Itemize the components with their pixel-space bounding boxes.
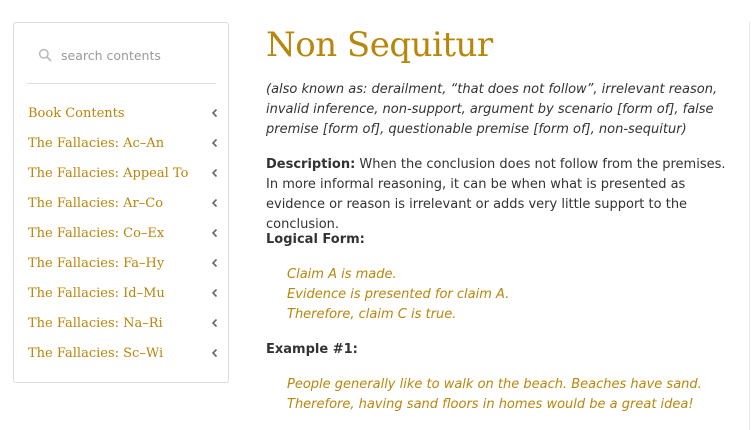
sidebar-item-book-contents[interactable] [14, 102, 230, 132]
sidebar-item-label: The Fallacies: Id–Mu [28, 285, 165, 301]
sidebar-item-fallacies-na-ri[interactable] [14, 312, 230, 342]
also-known-as: (also known as: derailment, “that does not follow”, irrelevant reason, invalid inference, non-support, argument by scenario [form of], false premise [form of], questionable premise [form of], non-sequitur) [266, 82, 718, 137]
sidebar-item-fallacies-appeal-to[interactable] [14, 162, 230, 192]
logical-form-line: Claim A is made. [287, 267, 397, 282]
sidebar-item-label: The Fallacies: Na–Ri [28, 315, 163, 331]
sidebar-item-label: The Fallacies: Co–Ex [28, 225, 165, 241]
sidebar-divider [27, 83, 216, 84]
logical-form-line: Therefore, claim C is true. [287, 307, 457, 322]
sidebar-item-fallacies-fa-hy[interactable] [14, 252, 230, 282]
sidebar-item-fallacies-co-ex[interactable] [14, 222, 230, 252]
description-text: When the conclusion does not follow from the premises. In more informal reasoning, it can be when what is presented as evidence or reason is irrelevant or adds very little support to the conclusion. [266, 157, 726, 232]
sidebar-item-label: Book Contents [28, 105, 125, 121]
sidebar-item-label: The Fallacies: Sc–Wi [28, 345, 164, 361]
sidebar-item-label: The Fallacies: Ar–Co [28, 195, 164, 211]
logical-form-heading: Logical Form: [266, 232, 365, 247]
chevron-left-icon[interactable] [210, 198, 220, 208]
chevron-left-icon[interactable] [210, 348, 220, 358]
description-label: Description: [266, 157, 356, 172]
chevron-left-icon[interactable] [210, 318, 220, 328]
example-line: Therefore, having sand floors in homes would be a great idea! [287, 397, 694, 412]
sidebar [13, 22, 229, 383]
sidebar-item-fallacies-id-mu[interactable] [14, 282, 230, 312]
chevron-left-icon[interactable] [210, 138, 220, 148]
logical-form [287, 265, 737, 325]
chevron-left-icon[interactable] [210, 288, 220, 298]
description [266, 155, 736, 235]
sidebar-item-label: The Fallacies: Ac–An [28, 135, 165, 151]
search-box[interactable] [36, 44, 206, 66]
chevron-left-icon[interactable] [210, 228, 220, 238]
sidebar-item-fallacies-sc-wi[interactable] [14, 342, 230, 372]
chevron-left-icon[interactable] [210, 258, 220, 268]
sidebar-item-fallacies-ac-an[interactable] [14, 132, 230, 162]
sidebar-item-fallacies-ar-co[interactable] [14, 192, 230, 222]
logical-form-line: Evidence is presented for claim A. [287, 287, 510, 302]
example-1 [287, 375, 737, 415]
chevron-left-icon[interactable] [210, 108, 220, 118]
right-panel-edge [749, 22, 754, 430]
sidebar-item-label: The Fallacies: Fa–Hy [28, 255, 165, 271]
page-title: Non Sequitur [266, 25, 493, 65]
example-line: People generally like to walk on the beach. Beaches have sand. [287, 377, 702, 392]
search-icon [38, 48, 52, 62]
search-input[interactable] [61, 48, 201, 63]
sidebar-nav [14, 102, 230, 372]
sidebar-item-label: The Fallacies: Appeal To [28, 165, 189, 181]
example-1-heading: Example #1: [266, 342, 358, 357]
chevron-left-icon[interactable] [210, 168, 220, 178]
